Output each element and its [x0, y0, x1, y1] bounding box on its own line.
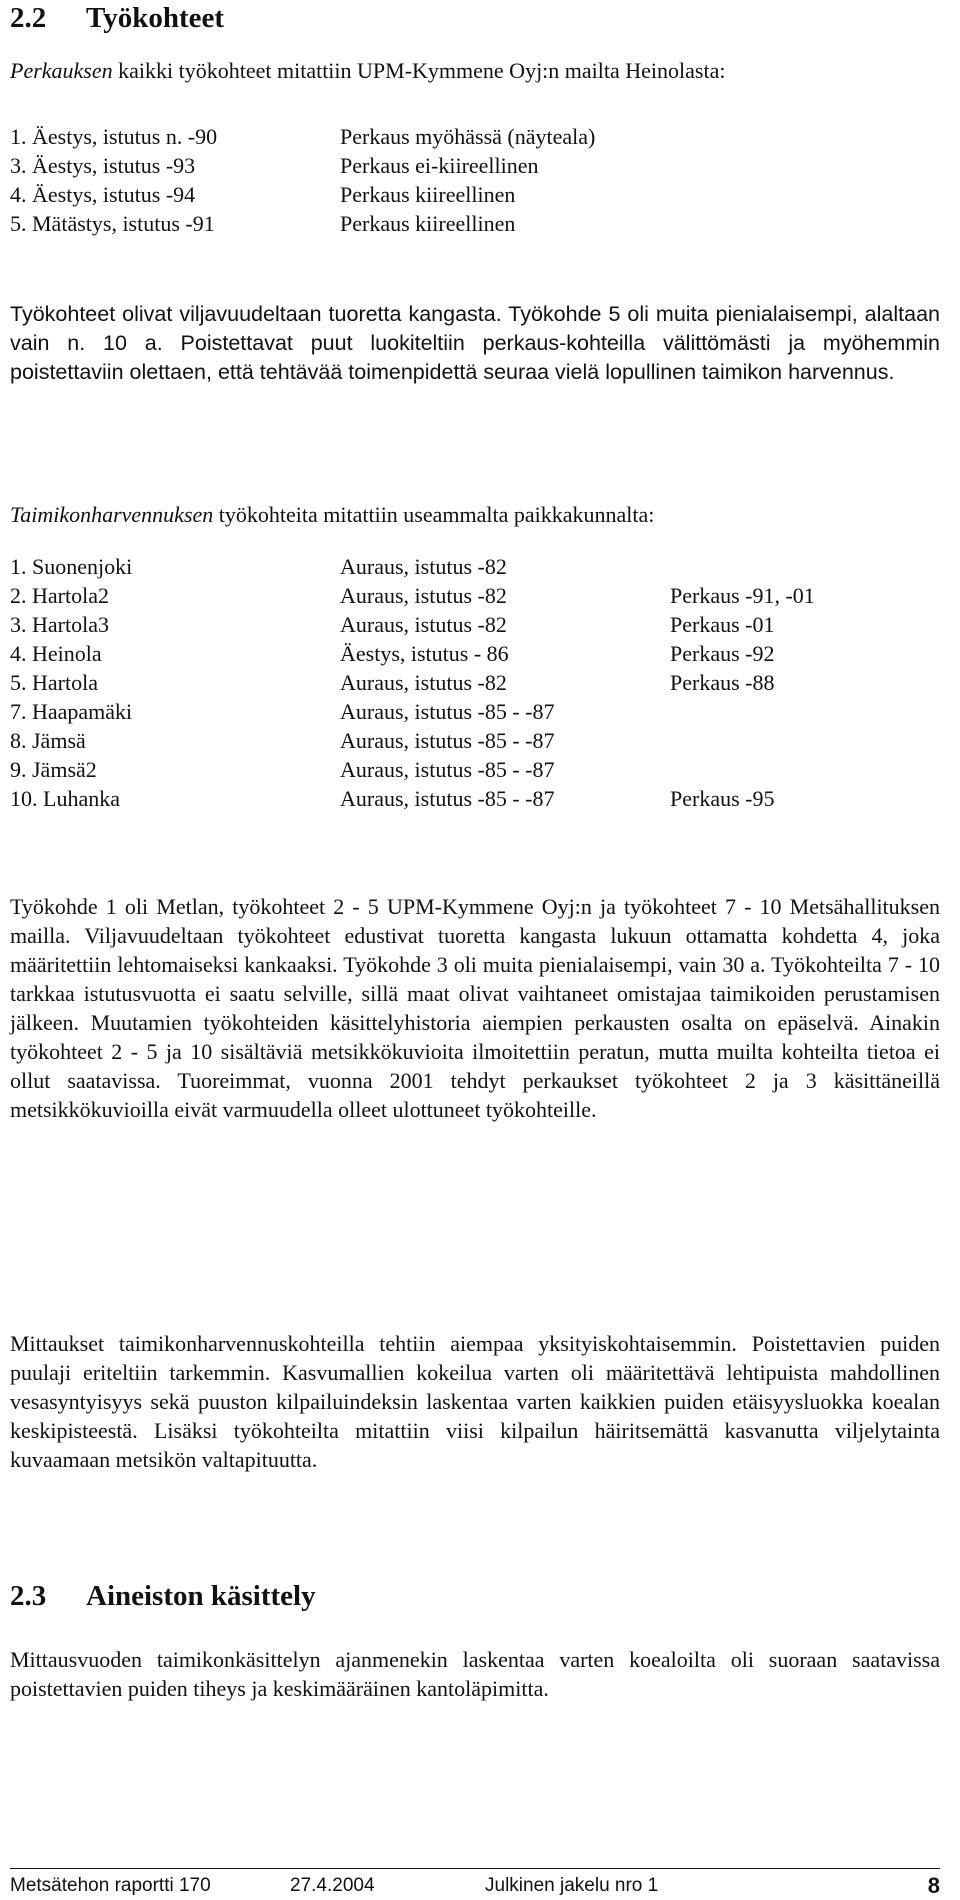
list-item: [10, 209, 940, 238]
site-soil-preparation: Auraus, istutus -82: [340, 612, 507, 637]
site-name: 5. Mätästys, istutus -91: [10, 211, 215, 236]
footer-date: 27.4.2004: [290, 1875, 375, 1896]
section-heading-tyokohteet: [10, 0, 224, 36]
site-perkaus: [670, 755, 940, 784]
site-soil-preparation: Auraus, istutus -82: [340, 583, 507, 608]
footer-distribution: Julkinen jakelu nro 1: [485, 1875, 659, 1896]
list-item: [10, 151, 940, 180]
site-treatment: Perkaus myöhässä (näyteala): [340, 124, 596, 149]
list-item: [10, 180, 940, 209]
section-heading-aineiston-kasittely: [10, 1578, 316, 1614]
site-perkaus: [670, 697, 940, 726]
site-name: 3. Äestys, istutus -93: [10, 153, 196, 178]
site-soil-preparation: Auraus, istutus -82: [340, 670, 507, 695]
page-footer: [10, 1874, 940, 1898]
page-number: 8: [927, 1873, 940, 1898]
site-name: 3. Hartola3: [10, 612, 109, 637]
site-perkaus: [670, 726, 940, 755]
list-item: [10, 697, 940, 726]
site-name: 4. Heinola: [10, 641, 102, 666]
perkaus-site-list: [10, 122, 940, 238]
site-treatment: Perkaus ei-kiireellinen: [340, 153, 539, 178]
site-soil-preparation: Auraus, istutus -85 - -87: [340, 699, 555, 724]
site-name: 8. Jämsä: [10, 728, 86, 753]
site-perkaus: Perkaus -92: [670, 641, 775, 666]
list-item: [10, 784, 940, 813]
site-treatment: Perkaus kiireellinen: [340, 211, 516, 236]
site-name: 4. Äestys, istutus -94: [10, 182, 196, 207]
site-perkaus: Perkaus -91, -01: [670, 583, 815, 608]
site-soil-preparation: Auraus, istutus -85 - -87: [340, 728, 555, 753]
list-item: [10, 726, 940, 755]
list-item: [10, 755, 940, 784]
intro-perkaus-paragraph: [10, 56, 940, 85]
material-paragraph: Mittausvuoden taimikonkäsittelyn ajanmenekin laskentaa varten koealoilta oli suoraan saatavissa poistettavien puiden tiheys ja keskimääräinen kantoläpimitta.: [10, 1647, 940, 1701]
section-number: 2.3: [10, 1580, 47, 1612]
intro2-text: työkohteita mitattiin useammalta paikkakunnalta:: [213, 502, 655, 527]
section-title: Aineiston käsittely: [86, 1580, 316, 1612]
measurements-paragraph: Mittaukset taimikonharvennuskohteilla tehtiin aiempaa yksityiskohtaisemmin. Poistettavien puiden puulaji eriteltiin tarkemmin. Kasvumallien kokeilua varten oli määritettävä lehtipuista mahdollinen vesasyntyisyys sekä puuston kilpailuindeksin laskentaa varten kaikkien puiden etäisyysluokka koealan keskipisteestä. Lisäksi työkohteilta mitattiin viisi kilpailun häiritsemättä kasvanutta viljelytainta kuvaamaan metsikön valtapituutta.: [10, 1331, 940, 1472]
list-item: [10, 552, 940, 581]
site-perkaus: Perkaus -95: [670, 786, 775, 811]
list-item: [10, 581, 940, 610]
intro-harvennus-paragraph: [10, 500, 940, 529]
site-perkaus: [670, 552, 940, 581]
list-item: [10, 610, 940, 639]
site-name: 1. Suonenjoki: [10, 554, 133, 579]
site-soil-preparation: Auraus, istutus -85 - -87: [340, 757, 555, 782]
owners-paragraph: Työkohde 1 oli Metlan, työkohteet 2 - 5 UPM-Kymmene Oyj:n ja työkohteet 7 - 10 Metsähallituksen mailla. Viljavuudeltaan työkohteet edustivat tuoretta kangasta lukuun ottamatta kohdetta 4, joka määritettiin lehtomaiseksi kankaaksi. Työkohde 3 oli muita pienialaisempi, vain 30 a. Työkohteilta 7 - 10 tarkkaa istutusvuotta ei saatu selville, sillä maat olivat vaihtaneet omistajaa taimikoiden perustamisen jälkeen. Muutamien työkohteiden käsittelyhistoria aiempien perkausten osalta on epäselvä. Ainakin työkohteet 2 - 5 ja 10 sisältäviä metsikkökuvioita ilmoitettiin peratun, mutta muilta kohteilta tietoa ei ollut saatavissa. Tuoreimmat, vuonna 2001 tehdyt perkaukset työkohteet 2 ja 3 käsittäneillä metsikkökuvioilla eivät varmuudella olleet ulottuneet työkohteille.: [10, 894, 940, 1122]
section-title: Työkohteet: [86, 2, 225, 34]
site-name: 2. Hartola2: [10, 583, 109, 608]
site-perkaus: Perkaus -01: [670, 612, 775, 637]
site-soil-preparation: Auraus, istutus -85 - -87: [340, 786, 555, 811]
list-item: [10, 122, 940, 151]
site-name: 7. Haapamäki: [10, 699, 133, 724]
site-soil-preparation: Auraus, istutus -82: [340, 554, 507, 579]
footer-publication: Metsätehon raportti 170: [10, 1875, 211, 1896]
section-number: 2.2: [10, 2, 47, 34]
intro-text: kaikki työkohteet mitattiin UPM-Kymmene Oyj:n mailta Heinolasta:: [112, 58, 726, 83]
harvennus-site-list: [10, 552, 940, 813]
site-name: 9. Jämsä2: [10, 757, 97, 782]
intro-emphasis: Perkauksen: [10, 58, 113, 83]
site-perkaus: Perkaus -88: [670, 670, 775, 695]
site-name: 1. Äestys, istutus n. -90: [10, 124, 218, 149]
site-name: 10. Luhanka: [10, 786, 120, 811]
list-item: [10, 639, 940, 668]
site-treatment: Perkaus kiireellinen: [340, 182, 516, 207]
list-item: [10, 668, 940, 697]
intro2-emphasis: Taimikonharvennuksen: [10, 502, 214, 527]
site-name: 5. Hartola: [10, 670, 98, 695]
sites-description-paragraph: Työkohteet olivat viljavuudeltaan tuoretta kangasta. Työkohde 5 oli muita pienialaisempi, alaltaan vain n. 10 a. Poistettavat puut luokiteltiin perkaus-kohteilla välittömästi ja myöhemmin poistettaviin olettaen, että tehtävää toimenpidettä seuraa vielä lopullinen taimikon harvennus.: [10, 302, 940, 384]
footer-divider: [10, 1868, 940, 1869]
site-soil-preparation: Äestys, istutus - 86: [340, 641, 509, 666]
